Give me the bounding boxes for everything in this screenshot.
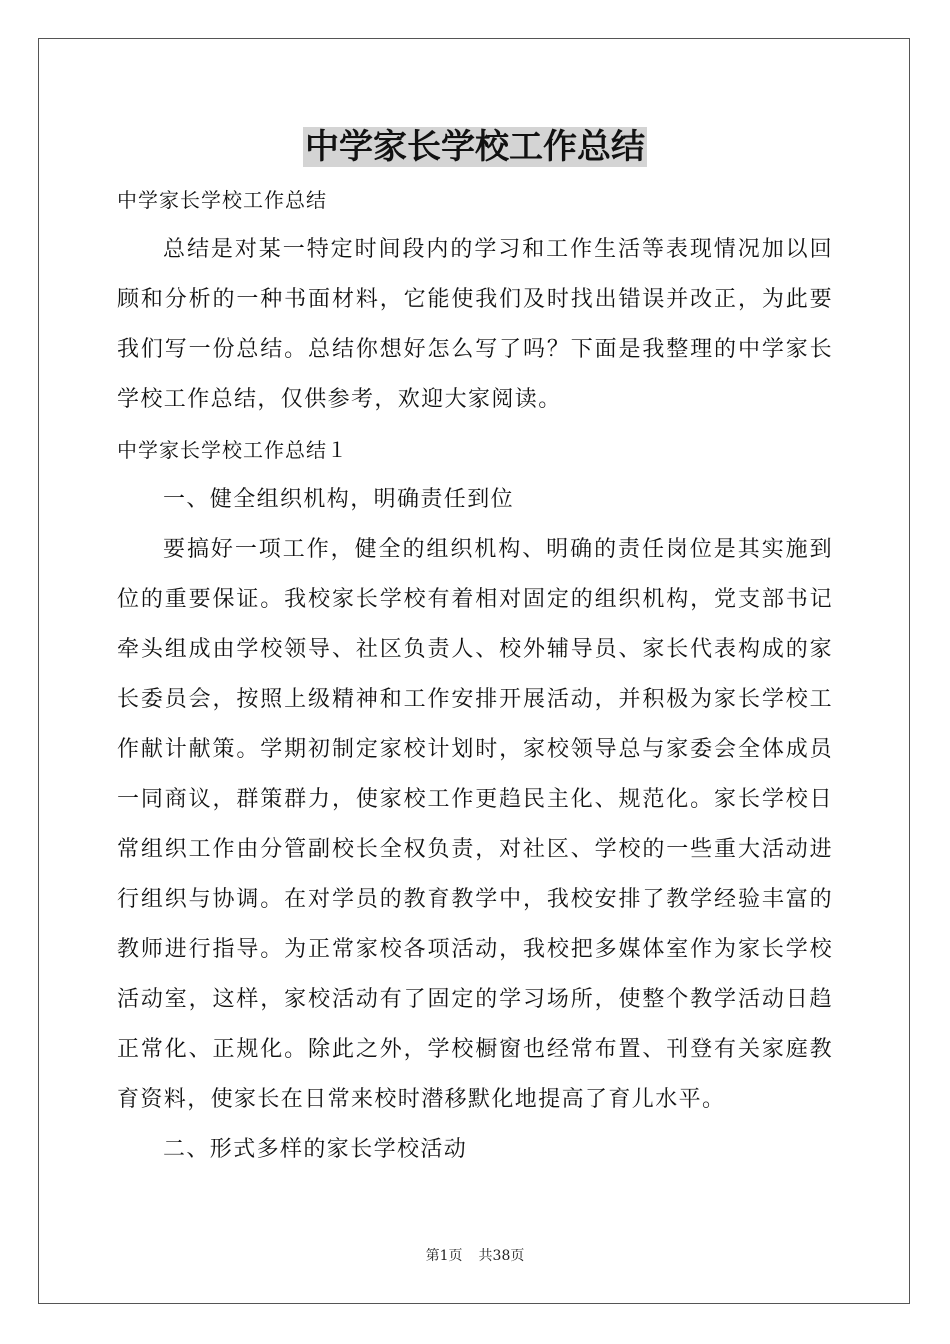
- document-title: [0, 122, 950, 172]
- page-total: 共38页: [478, 1248, 525, 1264]
- subsection-heading: 二、形式多样的家长学校活动: [163, 1137, 468, 1162]
- document-title-text: 中学家长学校工作总结: [305, 127, 645, 167]
- body-paragraph: 要搞好一项工作，健全的组织机构、明确的责任岗位是其实施到位的重要保证。我校家长学校有着相对固定的组织机构，党支部书记牵头组成由学校领导、社区负责人、校外辅导员、家长代表构成的家长委员会，按照上级精神和工作安排开展活动，并积极为家长学校工作献计献策。学期初制定家校计划时，家校领导总与家委会全体成员一同商议，群策群力，使家校工作更趋民主化、规范化。家长学校日常组织工作由分管副校长全权负责，对社区、学校的一些重大活动进行组织与协调。在对学员的教育教学中，我校安排了教学经验丰富的教师进行指导。为正常家校各项活动，我校把多媒体室作为家长学校活动室，这样，家校活动有了固定的学习场所，使整个教学活动日趋正常化、正规化。除此之外，学校橱窗也经常布置、刊登有关家庭教育资料，使家长在日常来校时潜移默化地提高了育儿水平。: [117, 537, 833, 1112]
- subtitle-paragraph: 中学家长学校工作总结: [117, 188, 327, 212]
- page-number: 第1页: [425, 1248, 463, 1264]
- subsection-heading: 一、健全组织机构，明确责任到位: [163, 487, 515, 512]
- page-footer: [0, 1246, 950, 1266]
- section-heading: 中学家长学校工作总结１: [117, 438, 348, 462]
- document-body: [117, 175, 833, 1175]
- intro-paragraph: 总结是对某一特定时间段内的学习和工作生活等表现情况加以回顾和分析的一种书面材料，它能使我们及时找出错误并改正，为此要我们写一份总结。总结你想好怎么写了吗？下面是我整理的中学家长学校工作总结，仅供参考，欢迎大家阅读。: [117, 237, 833, 412]
